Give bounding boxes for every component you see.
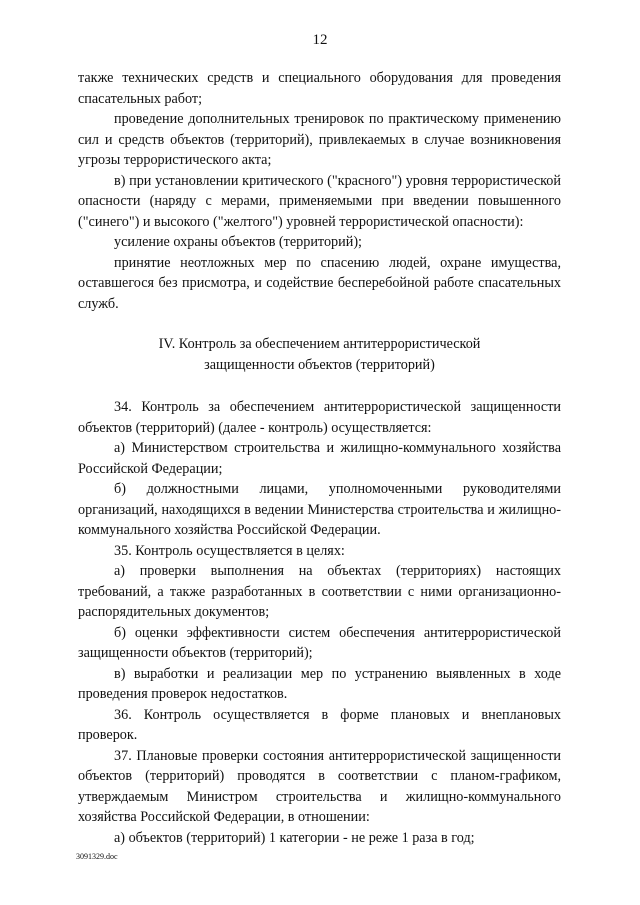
section-heading-line: IV. Контроль за обеспечением антитеррористической — [158, 336, 481, 352]
section-heading-line: защищенности объектов (территорий) — [204, 356, 435, 373]
paragraph: в) выработки и реализации мер по устранению выявленных в ходе проведения проверок недостатков. — [78, 665, 561, 702]
paragraph: принятие неотложных мер по спасению людей, охране имущества, оставшегося без присмотра, и содействие бесперебойной работе спасательных служб. — [78, 254, 561, 312]
paragraph: а) проверки выполнения на объектах (территориях) настоящих требований, а также разработанных в соответствии с ними организационно-распорядительных документов; — [78, 563, 561, 620]
paragraph: также технических средств и специального оборудования для проведения спасательных работ; — [78, 70, 561, 107]
paragraph: 34. Контроль за обеспечением антитеррористической защищенности объектов (территорий) (далее - контроль) осуществляется: — [78, 399, 561, 436]
paragraph: 36. Контроль осуществляется в форме плановых и внеплановых проверок. — [78, 706, 561, 743]
page-number: 12 — [312, 32, 328, 48]
paragraph: а) Министерством строительства и жилищно-коммунального хозяйства Российской Федерации; — [78, 440, 561, 477]
paragraph: б) должностными лицами, уполномоченными руководителями организаций, находящихся в ведении Министерства строительства и жилищно-коммунального хозяйства Российской Федерации. — [78, 481, 561, 538]
section-heading — [78, 334, 561, 375]
document-body — [78, 68, 561, 848]
paragraph: в) при установлении критического ("красного") уровня террористической опасности (наряду с мерами, применяемыми при введении повышенного ("синего") и высокого ("желтого") уровней террористической опасности): — [78, 172, 561, 230]
paragraph: 37. Плановые проверки состояния антитеррористической защищенности объектов (территорий) проводятся в соответствии с планом-графиком, утверждаемым Министром строительства и жилищно-коммунального хозяйства Российской Федерации, в отношении: — [78, 747, 561, 825]
paragraph: усиление охраны объектов (территорий); — [114, 234, 362, 250]
paragraph: проведение дополнительных тренировок по практическому применению сил и средств объектов (территорий), привлекаемых в случае возникновения угрозы террористического акта; — [78, 111, 561, 168]
document-filename: 3091329.doc — [76, 852, 118, 861]
paragraph: б) оценки эффективности систем обеспечения антитеррористической защищенности объектов (территорий); — [78, 624, 561, 661]
paragraph: а) объектов (территорий) 1 категории - не реже 1 раза в год; — [114, 829, 475, 846]
paragraph: 35. Контроль осуществляется в целях: — [114, 542, 345, 559]
